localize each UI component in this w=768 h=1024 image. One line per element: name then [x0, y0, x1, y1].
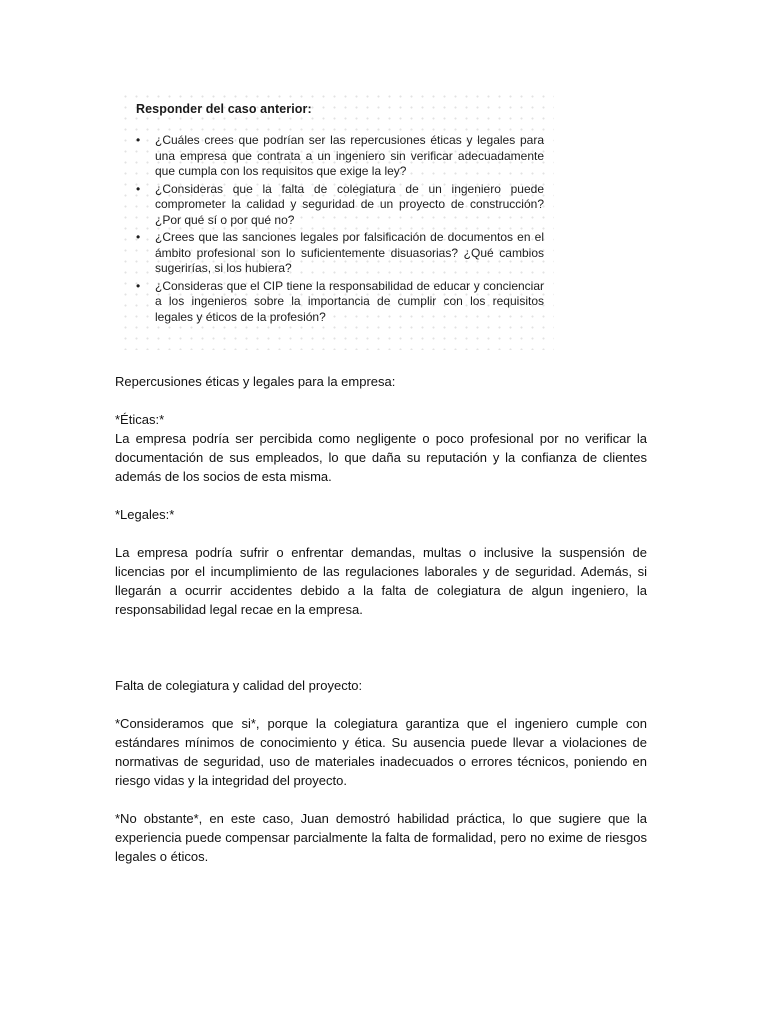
questions-list: [136, 133, 544, 325]
legal-paragraph: La empresa podría sufrir o enfrentar demandas, multas o inclusive la suspensión de licencias por el incumplimiento de las regulaciones laborales y de seguridad. Además, si llegarán a ocurrir accidentes debido a la falta de colegiatura de algun ingeniero, la responsabilidad legal recae en la empresa.: [115, 545, 647, 617]
document-body: [115, 372, 647, 866]
question-text: ¿Consideras que la falta de colegiatura de un ingeniero puede comprometer la calidad y seguridad de un proyecto de construcción? ¿Por qué sí o por qué no?: [155, 181, 544, 227]
bullet-icon: •: [136, 133, 141, 147]
ethics-paragraph: La empresa podría ser percibida como negligente o poco profesional por no verificar la documentación de sus empleados, lo que daña su reputación y la confianza de clientes además de los socios de esta misma.: [115, 431, 647, 484]
question-item: [136, 230, 544, 277]
bullet-icon: •: [136, 230, 141, 244]
questions-box: [136, 102, 544, 327]
question-text: ¿Consideras que el CIP tiene la responsabilidad de educar y concienciar a los ingenieros sobre la importancia de cumplir con los requisitos legales y éticos de la profesión?: [155, 278, 544, 324]
ethics-label: *Éticas:*: [115, 412, 165, 427]
question-text: ¿Cuáles crees que podrían ser las repercusiones éticas y legales para una empresa que contrata a un ingeniero sin verificar adecuadamente que cumpla con los requisitos que exige la ley?: [155, 133, 544, 178]
question-item: [136, 279, 544, 326]
question-text: ¿Crees que las sanciones legales por falsificación de documentos en el ámbito profesional son lo suficientemente disuasorias? ¿Qué cambios sugerirías, si los hubiera?: [155, 230, 544, 275]
section-heading: Falta de colegiatura y calidad del proyecto:: [115, 678, 363, 693]
paragraph: *Consideramos que si*, porque la colegiatura garantiza que el ingeniero cumple con estándares mínimos de conocimiento y ética. Su ausencia puede llevar a violaciones de normativas de seguridad, uso de materiales inadecuados o errores técnicos, poniendo en riesgo vidas y la integridad del proyecto.: [115, 716, 647, 788]
questions-title: Responder del caso anterior:: [136, 102, 312, 116]
question-item: [136, 133, 544, 180]
paragraph: *No obstante*, en este caso, Juan demostró habilidad práctica, lo que sugiere que la experiencia puede compensar parcialmente la falta de formalidad, pero no exime de riesgos legales o éticos.: [115, 811, 647, 864]
bullet-icon: •: [136, 181, 141, 196]
section-heading: Repercusiones éticas y legales para la empresa:: [115, 374, 396, 389]
questions-image: [118, 88, 554, 350]
legal-label: *Legales:*: [115, 507, 175, 522]
bullet-icon: •: [136, 278, 141, 293]
question-item: [136, 182, 544, 229]
